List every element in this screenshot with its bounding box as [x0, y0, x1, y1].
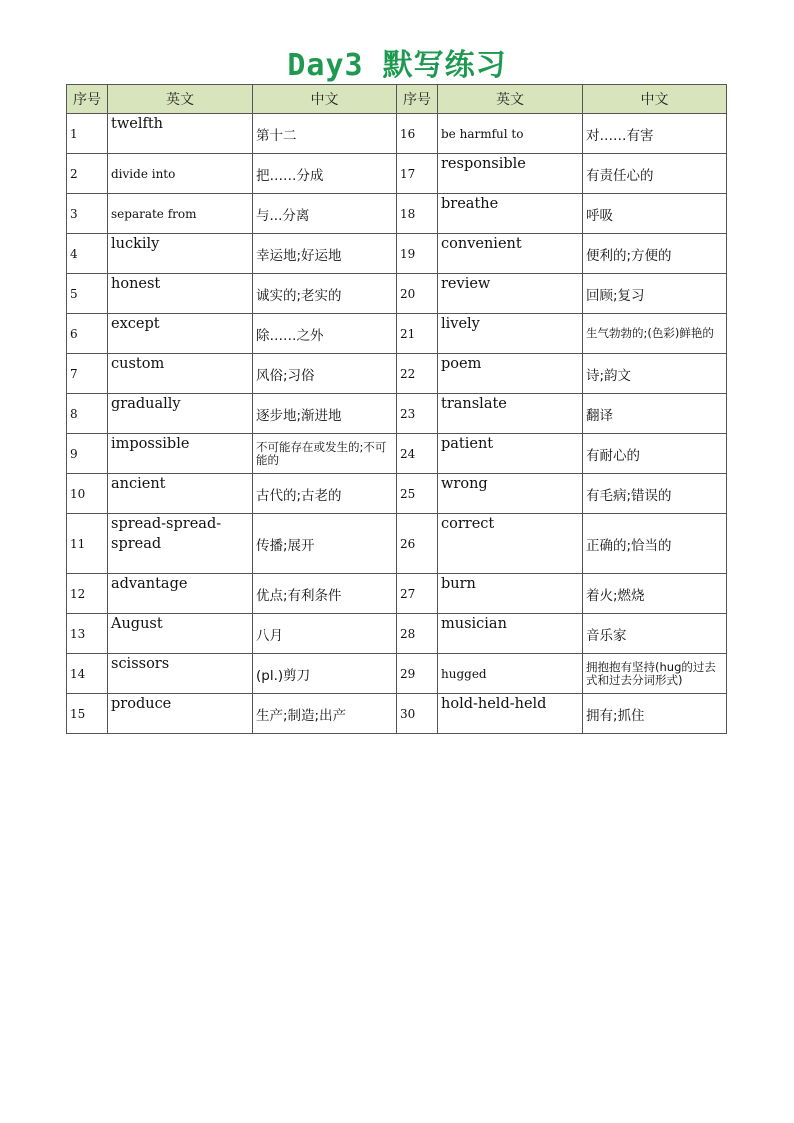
row-number: 2 — [67, 154, 108, 194]
row-number: 7 — [67, 354, 108, 394]
row-number: 28 — [397, 614, 438, 654]
chinese-meaning: 生产;制造;出产 — [253, 694, 397, 734]
table-row — [67, 394, 727, 434]
header-english: 英文 — [108, 85, 253, 114]
english-word: impossible — [108, 434, 253, 474]
english-word: luckily — [108, 234, 253, 274]
english-word: ancient — [108, 474, 253, 514]
english-word: honest — [108, 274, 253, 314]
chinese-meaning: 风俗;习俗 — [253, 354, 397, 394]
row-number: 24 — [397, 434, 438, 474]
english-word: breathe — [438, 194, 583, 234]
row-number: 19 — [397, 234, 438, 274]
table-row — [67, 194, 727, 234]
english-word: separate from — [108, 194, 253, 234]
chinese-meaning: (pl.)剪刀 — [253, 654, 397, 694]
english-word: custom — [108, 354, 253, 394]
table-row — [67, 314, 727, 354]
chinese-meaning: 拥抱抱有坚持(hug的过去式和过去分词形式) — [583, 654, 727, 694]
row-number: 15 — [67, 694, 108, 734]
header-chinese: 中文 — [253, 85, 397, 114]
chinese-meaning: 有毛病;错误的 — [583, 474, 727, 514]
chinese-meaning: 第十二 — [253, 114, 397, 154]
chinese-meaning: 诗;韵文 — [583, 354, 727, 394]
english-word: hold-held-held — [438, 694, 583, 734]
table-row — [67, 234, 727, 274]
table-row — [67, 654, 727, 694]
chinese-meaning: 逐步地;渐进地 — [253, 394, 397, 434]
english-word: lively — [438, 314, 583, 354]
row-number: 16 — [397, 114, 438, 154]
row-number: 8 — [67, 394, 108, 434]
table-row — [67, 114, 727, 154]
english-word: be harmful to — [438, 114, 583, 154]
header-chinese: 中文 — [583, 85, 727, 114]
row-number: 25 — [397, 474, 438, 514]
chinese-meaning: 对……有害 — [583, 114, 727, 154]
row-number: 23 — [397, 394, 438, 434]
english-word: review — [438, 274, 583, 314]
english-word: convenient — [438, 234, 583, 274]
english-word: translate — [438, 394, 583, 434]
row-number: 11 — [67, 514, 108, 574]
table-row — [67, 154, 727, 194]
english-word: divide into — [108, 154, 253, 194]
row-number: 26 — [397, 514, 438, 574]
row-number: 6 — [67, 314, 108, 354]
vocabulary-table — [66, 84, 727, 734]
row-number: 3 — [67, 194, 108, 234]
english-word: produce — [108, 694, 253, 734]
chinese-meaning: 翻译 — [583, 394, 727, 434]
header-english: 英文 — [438, 85, 583, 114]
english-word: gradually — [108, 394, 253, 434]
chinese-meaning: 生气勃勃的;(色彩)鲜艳的 — [583, 314, 727, 354]
row-number: 27 — [397, 574, 438, 614]
row-number: 5 — [67, 274, 108, 314]
row-number: 29 — [397, 654, 438, 694]
row-number: 30 — [397, 694, 438, 734]
chinese-meaning: 八月 — [253, 614, 397, 654]
table-row — [67, 694, 727, 734]
chinese-meaning: 传播;展开 — [253, 514, 397, 574]
chinese-meaning: 除……之外 — [253, 314, 397, 354]
row-number: 17 — [397, 154, 438, 194]
english-word: hugged — [438, 654, 583, 694]
chinese-meaning: 把……分成 — [253, 154, 397, 194]
chinese-meaning: 有责任心的 — [583, 154, 727, 194]
chinese-meaning: 拥有;抓住 — [583, 694, 727, 734]
chinese-meaning: 回顾;复习 — [583, 274, 727, 314]
chinese-meaning: 古代的;古老的 — [253, 474, 397, 514]
table-row — [67, 474, 727, 514]
table-row — [67, 274, 727, 314]
table-row — [67, 354, 727, 394]
table-row — [67, 614, 727, 654]
english-word: responsible — [438, 154, 583, 194]
english-word: burn — [438, 574, 583, 614]
row-number: 10 — [67, 474, 108, 514]
english-word: advantage — [108, 574, 253, 614]
chinese-meaning: 不可能存在或发生的;不可能的 — [253, 434, 397, 474]
table-row — [67, 434, 727, 474]
header-number: 序号 — [67, 85, 108, 114]
table-header-row — [67, 85, 727, 114]
english-word: August — [108, 614, 253, 654]
chinese-meaning: 呼吸 — [583, 194, 727, 234]
chinese-meaning: 诚实的;老实的 — [253, 274, 397, 314]
english-word: wrong — [438, 474, 583, 514]
english-word: musician — [438, 614, 583, 654]
row-number: 1 — [67, 114, 108, 154]
chinese-meaning: 幸运地;好运地 — [253, 234, 397, 274]
chinese-meaning: 优点;有利条件 — [253, 574, 397, 614]
row-number: 9 — [67, 434, 108, 474]
english-word: correct — [438, 514, 583, 574]
header-number: 序号 — [397, 85, 438, 114]
page-title: Day3 默写练习 — [287, 48, 507, 83]
english-word: poem — [438, 354, 583, 394]
chinese-meaning: 有耐心的 — [583, 434, 727, 474]
row-number: 20 — [397, 274, 438, 314]
table-row — [67, 514, 727, 574]
table-row — [67, 574, 727, 614]
english-word: twelfth — [108, 114, 253, 154]
row-number: 21 — [397, 314, 438, 354]
row-number: 13 — [67, 614, 108, 654]
row-number: 4 — [67, 234, 108, 274]
english-word: except — [108, 314, 253, 354]
row-number: 22 — [397, 354, 438, 394]
english-word: patient — [438, 434, 583, 474]
chinese-meaning: 便利的;方便的 — [583, 234, 727, 274]
english-word: spread-spread-spread — [108, 514, 253, 574]
chinese-meaning: 与...分离 — [253, 194, 397, 234]
chinese-meaning: 着火;燃烧 — [583, 574, 727, 614]
chinese-meaning: 正确的;恰当的 — [583, 514, 727, 574]
row-number: 18 — [397, 194, 438, 234]
chinese-meaning: 音乐家 — [583, 614, 727, 654]
english-word: scissors — [108, 654, 253, 694]
row-number: 14 — [67, 654, 108, 694]
row-number: 12 — [67, 574, 108, 614]
